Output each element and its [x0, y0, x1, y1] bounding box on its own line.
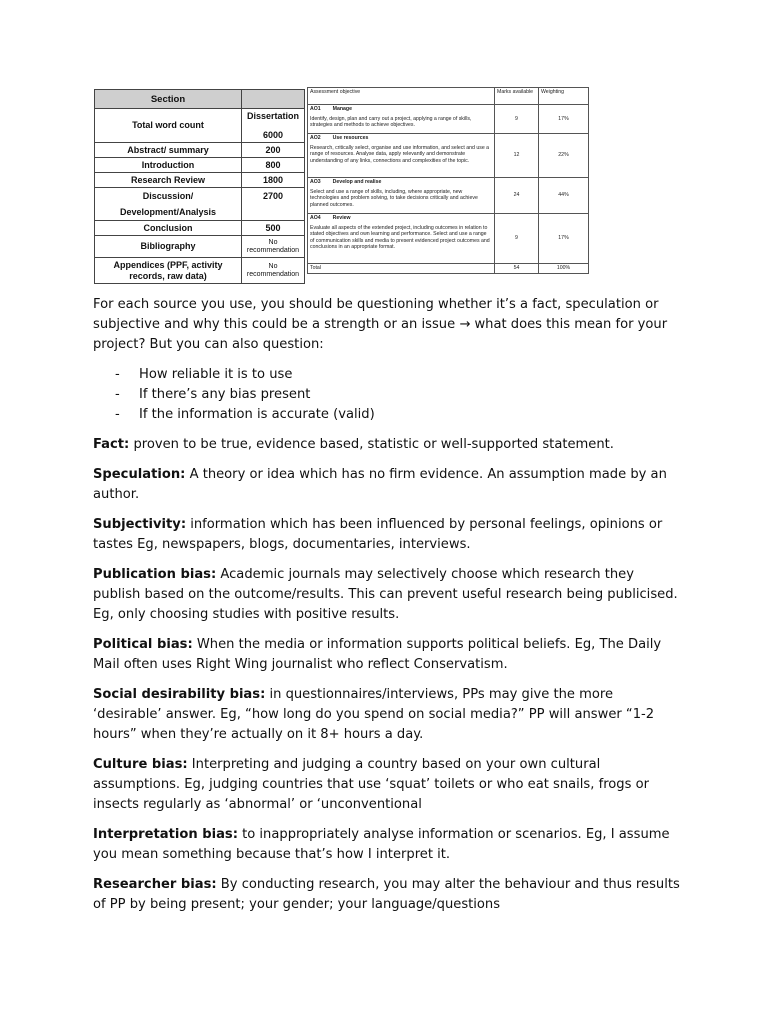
list-item: - If there’s any bias present [93, 385, 683, 405]
marks-cell: 12 [495, 134, 539, 178]
objective-cell [308, 134, 495, 178]
table-row [95, 158, 305, 173]
ao-description: Research, critically select, organise and use information, and select and use a range of resources. Analyse data, apply relevantly and demonstrate understanding of any links, connections and complexities of the topic. [310, 144, 490, 164]
word-count-value: 6000 [262, 129, 284, 140]
table-row [95, 143, 305, 158]
dissertation-label: Dissertation [246, 110, 299, 121]
section-cell: Discussion/ Development/Analysis [95, 188, 242, 221]
definition-term: Interpretation bias: [93, 827, 238, 842]
value-cell: 1800 [242, 173, 305, 188]
section-cell: Research Review [95, 173, 242, 188]
objective-header: Assessment objective [308, 88, 495, 105]
definition-political-bias [93, 635, 683, 675]
table-row [95, 236, 305, 258]
definition-subjectivity [93, 515, 683, 555]
weighting-cell: 44% [539, 178, 589, 214]
table-header-row [95, 90, 305, 109]
table-row [95, 258, 305, 284]
definition-term: Subjectivity: [93, 517, 187, 532]
definition-text: Interpreting and judging a country based on your own cultural assumptions. Eg, judging countries that use ‘squat’ toilets or who eat snails, frogs or insects regularly as ‘abnormal’ or ‘unconventional [93, 757, 649, 812]
section-cell: Appendices (PPF, activity records, raw data) [95, 258, 242, 284]
definition-speculation [93, 465, 683, 505]
list-item: - If the information is accurate (valid) [93, 405, 683, 425]
table-row [308, 105, 589, 134]
total-label: Total [308, 264, 495, 274]
header-blank-cell [242, 90, 305, 109]
definition-fact [93, 435, 683, 455]
ao-title: Review [332, 215, 351, 221]
ao-title: Manage [332, 106, 352, 112]
list-item: - How reliable it is to use [93, 365, 683, 385]
ao-code: AO3 [310, 179, 321, 185]
section-cell: Abstract/ summary [95, 143, 242, 158]
definition-social-desirability-bias [93, 685, 683, 745]
word-count-table [94, 89, 305, 284]
definition-term: Publication bias: [93, 567, 217, 582]
definition-text: A theory or idea which has no firm evidence. An assumption made by an author. [93, 467, 667, 502]
section-header: Section [95, 90, 242, 109]
definition-term: Researcher bias: [93, 877, 217, 892]
table-row [308, 178, 589, 214]
question-list [93, 365, 683, 425]
marks-cell: 9 [495, 214, 539, 264]
table-row [308, 134, 589, 178]
value-cell: 200 [242, 143, 305, 158]
intro-paragraph: For each source you use, you should be questioning whether it’s a fact, speculation or subjective and why this could be a strength or an issue → what does this mean for your project? But you can also question: [93, 297, 668, 352]
total-weighting: 100% [539, 264, 589, 274]
ao-code: AO4 [310, 215, 321, 221]
definition-researcher-bias [93, 875, 683, 915]
definition-text: to inappropriately analyse information or scenarios. Eg, I assume you mean something because that’s how I interpret it. [93, 827, 670, 862]
value-cell: 800 [242, 158, 305, 173]
table-row [95, 109, 305, 143]
assessment-objective-table [307, 87, 589, 274]
weighting-header: Weighting [539, 88, 589, 105]
definition-term: Speculation: [93, 467, 186, 482]
weighting-cell: 17% [539, 105, 589, 134]
total-marks: 54 [495, 264, 539, 274]
value-cell: No recommendation [242, 258, 305, 284]
objective-cell [308, 105, 495, 134]
table-total-row [308, 264, 589, 274]
objective-cell [308, 214, 495, 264]
document-body [93, 295, 683, 925]
value-cell: No recommendation [242, 236, 305, 258]
value-cell: 2700 [242, 188, 305, 221]
definition-term: Fact: [93, 437, 130, 452]
table-row [95, 221, 305, 236]
section-cell: Total word count [95, 109, 242, 143]
section-cell: Conclusion [95, 221, 242, 236]
marks-header: Marks available [495, 88, 539, 105]
ao-title: Use resources [332, 135, 369, 141]
definition-text: proven to be true, evidence based, statistic or well-supported statement. [129, 437, 614, 452]
definition-text: When the media or information supports political beliefs. Eg, The Daily Mail often uses Right Wing journalist who reflect Conservatism. [93, 637, 662, 672]
value-cell [242, 109, 305, 143]
definition-term: Culture bias: [93, 757, 188, 772]
marks-cell: 9 [495, 105, 539, 134]
objective-cell [308, 178, 495, 214]
definition-publication-bias [93, 565, 683, 625]
definition-interpretation-bias [93, 825, 683, 865]
table-header-row [308, 88, 589, 105]
marks-cell: 24 [495, 178, 539, 214]
definition-text: information which has been influenced by personal feelings, opinions or tastes Eg, newspapers, blogs, documentaries, interviews. [93, 517, 663, 552]
ao-title: Develop and realise [332, 179, 382, 185]
definition-text: By conducting research, you may alter the behaviour and thus results of PP by being present; your gender; your language/questions [93, 877, 680, 912]
value-cell: 500 [242, 221, 305, 236]
weighting-cell: 17% [539, 214, 589, 264]
ao-description: Evaluate all aspects of the extended project, including outcomes in relation to stated objectives and own learning and performance. Select and use a range of communication skills and media to present evidenced project outcomes and conclusions in an appropriate format. [310, 224, 490, 251]
definition-culture-bias [93, 755, 683, 815]
table-row [95, 173, 305, 188]
ao-code: AO2 [310, 135, 321, 141]
definition-term: Social desirability bias: [93, 687, 266, 702]
ao-description: Identify, design, plan and carry out a project, applying a range of skills, strategies and methods to achieve objectives. [310, 115, 472, 129]
table-row [95, 188, 305, 221]
ao-description: Select and use a range of skills, including, where appropriate, new technologies and problem solving, to take decisions critically and achieve planned outcomes. [310, 188, 478, 208]
ao-code: AO1 [310, 106, 321, 112]
section-cell: Bibliography [95, 236, 242, 258]
definition-text: in questionnaires/interviews, PPs may give the more ‘desirable’ answer. Eg, “how long do you spend on social media?” PP will answer “1-2 hours” when they’re actually on it 8+ hours a day. [93, 687, 655, 742]
section-cell: Introduction [95, 158, 242, 173]
definition-text: Academic journals may selectively choose which research they publish based on the outcome/results. This can prevent useful research being publicised. Eg, only choosing studies with positive results. [93, 567, 678, 622]
table-row [308, 214, 589, 264]
weighting-cell: 22% [539, 134, 589, 178]
definition-term: Political bias: [93, 637, 193, 652]
